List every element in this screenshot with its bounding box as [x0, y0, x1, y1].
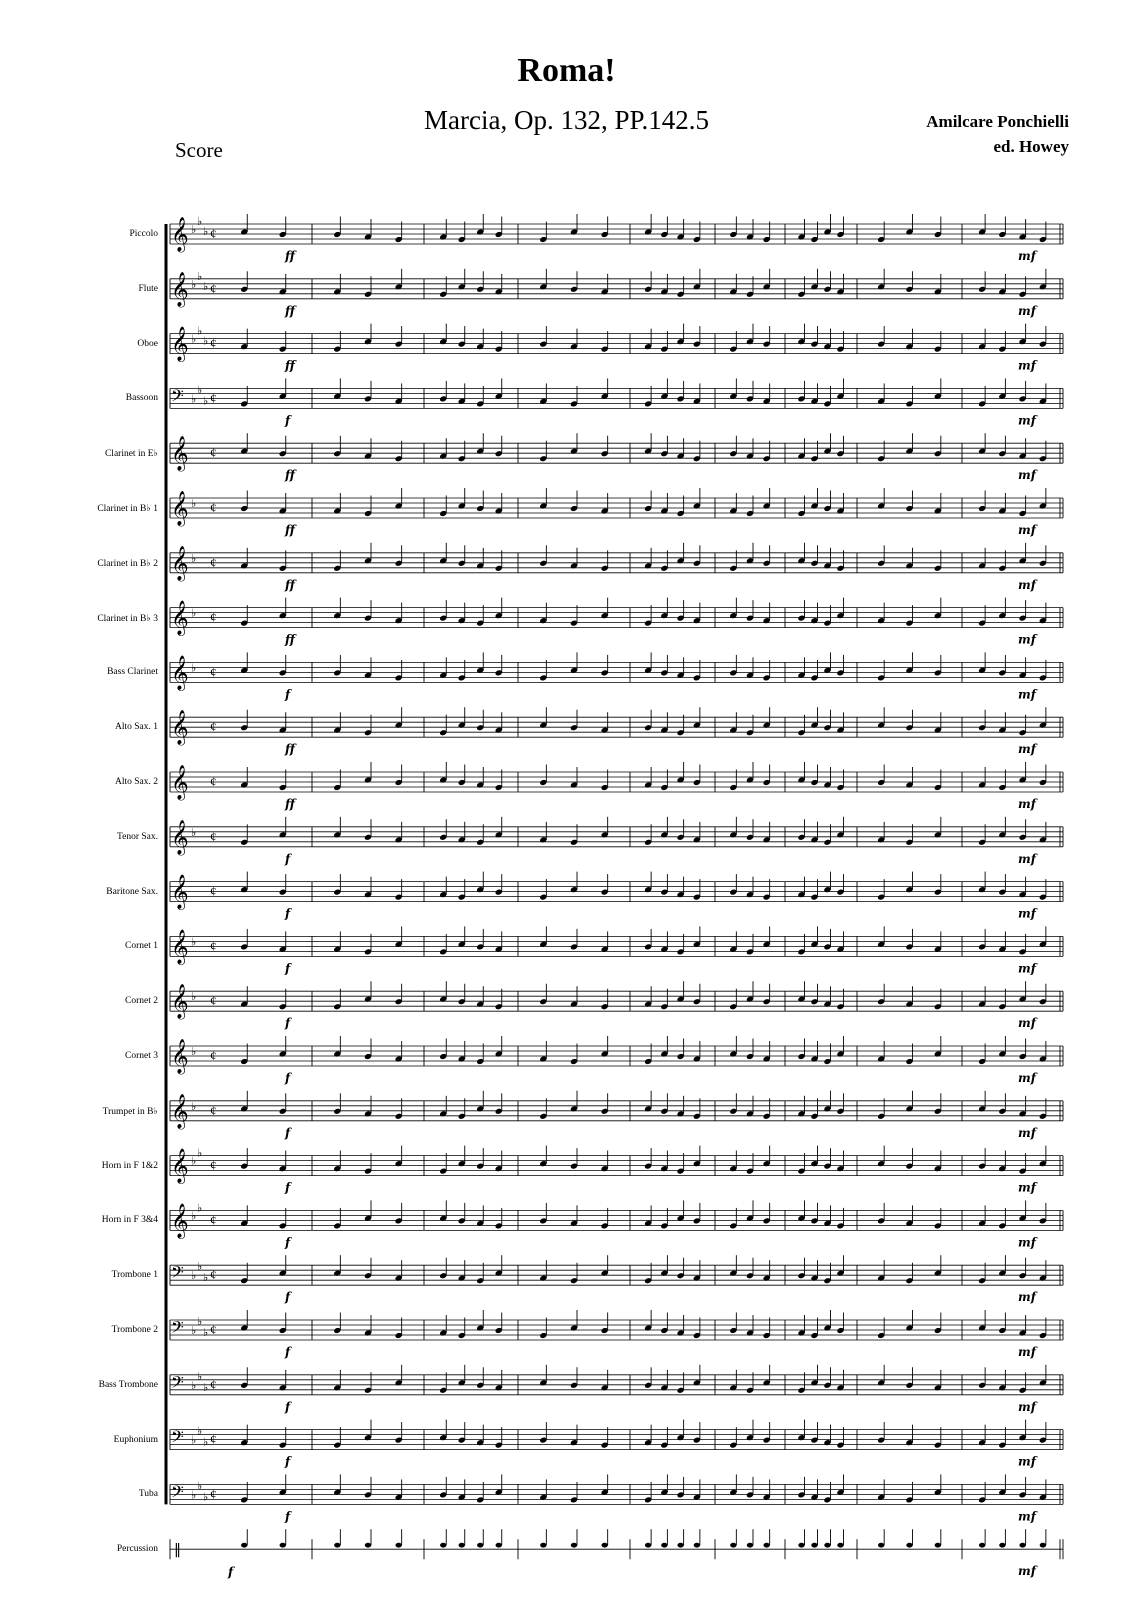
editor-name: ed. Howey — [993, 136, 1069, 156]
cut-time-icon: ¢ — [210, 500, 217, 515]
flat-icon: ♭ — [191, 1434, 197, 1447]
treble-clef-icon: 𝄞 — [171, 1039, 189, 1074]
dynamic-marking: mf — [1018, 797, 1036, 811]
composer-name: Amilcare Ponchielli — [926, 112, 1069, 131]
dynamic-marking: mf — [1018, 1509, 1036, 1524]
staff-9 — [170, 707, 1063, 756]
note-head — [1019, 1543, 1025, 1548]
treble-clef-icon: 𝄞 — [171, 600, 189, 636]
dynamic-marking: ff — [285, 577, 295, 592]
bass-clef-icon: 𝄢 — [171, 1481, 184, 1506]
dynamic-marking: ff — [285, 249, 295, 263]
dynamic-marking: mf — [1018, 851, 1036, 866]
note-head — [571, 1543, 577, 1548]
note-head — [601, 1543, 607, 1548]
dynamic-marking: mf — [1018, 468, 1036, 483]
staff-1 — [170, 269, 1063, 318]
flat-icon: ♭ — [191, 333, 197, 346]
flat-icon: ♭ — [191, 552, 197, 565]
cut-time-icon: ¢ — [210, 664, 217, 680]
staff-16 — [170, 1091, 1063, 1140]
instrument-label: Clarinet in E♭ — [104, 449, 158, 460]
staff-13 — [170, 926, 1063, 975]
cut-time-icon: ¢ — [210, 1431, 217, 1447]
note-head — [661, 1543, 667, 1548]
dynamic-marking: mf — [1018, 687, 1036, 702]
treble-clef-icon: 𝄞 — [171, 874, 189, 910]
instrument-label: Flute — [138, 283, 158, 294]
note-head — [1040, 1543, 1046, 1548]
dynamic-marking: ff — [285, 742, 295, 757]
dynamic-marking: ff — [285, 358, 295, 373]
note-head — [694, 1543, 700, 1548]
staff-0 — [170, 214, 1063, 263]
instrument-label: Tenor Sax. — [116, 831, 158, 842]
dynamic-marking: mf — [1018, 1180, 1036, 1195]
cut-time-icon: ¢ — [210, 609, 217, 625]
dynamic-marking: f — [285, 1290, 291, 1305]
note-head — [979, 1543, 985, 1548]
staff-8 — [170, 652, 1063, 701]
treble-clef-icon: 𝄞 — [171, 545, 189, 581]
dynamic-marking: f — [285, 1509, 291, 1524]
instrument-label: Baritone Sax. — [106, 886, 158, 897]
flat-icon: ♭ — [191, 991, 197, 1004]
note-head — [477, 1543, 483, 1548]
dynamic-marking: f — [285, 1071, 291, 1085]
instrument-label: Cornet 1 — [125, 941, 158, 952]
dynamic-marking: mf — [1018, 1016, 1036, 1031]
instrument-label: Trombone 1 — [111, 1270, 158, 1281]
flat-icon: ♭ — [203, 280, 209, 293]
flat-icon: ♭ — [191, 278, 197, 291]
note-head — [459, 1543, 465, 1548]
treble-clef-icon: 𝄞 — [171, 819, 189, 855]
cut-time-icon: ¢ — [210, 390, 217, 406]
staff-21 — [170, 1365, 1063, 1414]
instrument-label: Euphonium — [113, 1434, 158, 1445]
staff-24 — [170, 1529, 1063, 1579]
instrument-label: Trombone 2 — [111, 1325, 158, 1335]
note-head — [811, 1543, 817, 1548]
flat-icon: ♭ — [191, 224, 197, 236]
staff-18 — [170, 1200, 1063, 1249]
cut-time-icon: ¢ — [210, 226, 217, 241]
instrument-label: Clarinet in B♭ 3 — [97, 613, 158, 624]
staff-7 — [170, 598, 1063, 647]
bass-clef-icon: 𝄢 — [171, 385, 184, 410]
cut-time-icon: ¢ — [210, 1048, 217, 1063]
dynamic-marking: ff — [285, 632, 295, 647]
dynamic-marking: mf — [1018, 1235, 1036, 1250]
treble-clef-icon: 𝄞 — [171, 436, 189, 472]
note-head — [440, 1543, 446, 1548]
flat-icon: ♭ — [203, 395, 209, 408]
flat-icon: ♭ — [197, 1202, 203, 1215]
note-head — [365, 1543, 371, 1548]
staff-20 — [170, 1310, 1063, 1359]
staff-4 — [170, 433, 1063, 482]
flat-icon: ♭ — [191, 826, 197, 839]
flat-icon: ♭ — [203, 1327, 209, 1339]
cut-time-icon: ¢ — [210, 1102, 217, 1118]
percussion-clef-icon: ‖ — [174, 1542, 181, 1559]
instrument-label: Alto Sax. 2 — [114, 777, 158, 787]
note-head — [677, 1543, 683, 1548]
note-head — [241, 1543, 247, 1548]
note-head — [747, 1543, 753, 1548]
dynamic-marking: f — [285, 1399, 291, 1414]
flat-icon: ♭ — [197, 1316, 203, 1328]
treble-clef-icon: 𝄞 — [171, 217, 189, 252]
treble-clef-icon: 𝄞 — [171, 271, 189, 307]
dynamic-marking: mf — [1018, 303, 1036, 318]
flat-icon: ♭ — [197, 270, 203, 283]
dynamic-marking: mf — [1018, 742, 1036, 757]
staff-2 — [170, 324, 1063, 373]
instrument-label: Bass Clarinet — [107, 667, 158, 678]
cut-time-icon: ¢ — [210, 335, 217, 351]
flat-icon: ♭ — [197, 1147, 203, 1160]
cut-time-icon: ¢ — [210, 445, 217, 461]
flat-icon: ♭ — [203, 226, 209, 238]
treble-clef-icon: 𝄞 — [171, 710, 189, 746]
dynamic-marking: mf — [1018, 523, 1036, 537]
note-head — [999, 1543, 1005, 1548]
dynamic-marking: mf — [1018, 1454, 1036, 1469]
dynamic-marking: f — [285, 1125, 291, 1140]
dynamic-marking: mf — [1018, 1071, 1036, 1085]
instrument-label: Cornet 3 — [125, 1051, 158, 1061]
dynamic-marking: ff — [285, 303, 295, 318]
note-head — [334, 1543, 340, 1548]
staff-14 — [170, 981, 1063, 1030]
flat-icon: ♭ — [191, 1379, 197, 1392]
cut-time-icon: ¢ — [210, 1267, 217, 1283]
dynamic-marking: ff — [285, 797, 295, 811]
staff-12 — [170, 872, 1063, 921]
flat-icon: ♭ — [197, 216, 203, 228]
dynamic-marking: mf — [1018, 961, 1036, 976]
instrument-label: Tuba — [138, 1489, 158, 1500]
note-head — [540, 1543, 546, 1548]
cut-time-icon: ¢ — [210, 1376, 217, 1392]
dynamic-marking: f — [285, 961, 291, 976]
instrument-label: Horn in F 3&4 — [101, 1215, 158, 1226]
dynamic-marking: f — [285, 1016, 291, 1031]
dynamic-marking: f — [285, 1235, 291, 1250]
flat-icon: ♭ — [203, 1381, 209, 1394]
staff-3 — [170, 378, 1063, 427]
flat-icon: ♭ — [191, 498, 197, 510]
dynamic-marking: f — [228, 1565, 234, 1580]
flat-icon: ♭ — [191, 662, 197, 675]
flat-icon: ♭ — [197, 1261, 203, 1274]
note-head — [824, 1543, 830, 1548]
staff-11 — [170, 817, 1063, 866]
cut-time-icon: ¢ — [210, 993, 217, 1009]
cut-time-icon: ¢ — [210, 883, 217, 899]
dynamic-marking: mf — [1018, 1345, 1036, 1359]
staff-19 — [170, 1255, 1063, 1304]
note-head — [906, 1543, 912, 1548]
note-head — [878, 1543, 884, 1548]
treble-clef-icon: 𝄞 — [171, 1093, 189, 1129]
cut-time-icon: ¢ — [210, 719, 217, 735]
note-head — [763, 1543, 769, 1548]
note-head — [280, 1543, 286, 1548]
flat-icon: ♭ — [203, 335, 209, 348]
flat-icon: ♭ — [191, 1489, 197, 1502]
flat-icon: ♭ — [191, 1046, 197, 1058]
instrument-label: Clarinet in B♭ 2 — [97, 558, 158, 569]
bass-clef-icon: 𝄢 — [171, 1262, 184, 1287]
flat-icon: ♭ — [191, 1100, 197, 1113]
score-label: Score — [175, 138, 223, 162]
flat-icon: ♭ — [203, 1436, 209, 1449]
dynamic-marking: f — [285, 1345, 291, 1359]
flat-icon: ♭ — [197, 384, 203, 397]
dynamic-marking: f — [285, 851, 291, 866]
instrument-label: Horn in F 1&2 — [101, 1160, 158, 1171]
staff-6 — [170, 543, 1063, 592]
treble-clef-icon: 𝄞 — [171, 929, 189, 965]
note-head — [730, 1543, 736, 1548]
cut-time-icon: ¢ — [210, 280, 217, 296]
note-head — [837, 1543, 843, 1548]
note-head — [798, 1543, 804, 1548]
flat-icon: ♭ — [191, 1325, 197, 1337]
dynamic-marking: mf — [1018, 577, 1036, 592]
treble-clef-icon: 𝄞 — [171, 765, 189, 800]
cut-time-icon: ¢ — [210, 1486, 217, 1502]
staff-5 — [170, 488, 1063, 537]
dynamic-marking: ff — [285, 468, 295, 483]
cut-time-icon: ¢ — [210, 828, 217, 844]
flat-icon: ♭ — [191, 1270, 197, 1283]
dynamic-marking: mf — [1018, 1564, 1036, 1579]
flat-icon: ♭ — [203, 1491, 209, 1504]
flat-icon: ♭ — [197, 1370, 203, 1383]
instrument-label: Percussion — [116, 1544, 158, 1555]
instrument-label: Cornet 2 — [125, 996, 158, 1007]
score-subtitle: Marcia, Op. 132, PP.142.5 — [424, 105, 709, 135]
flat-icon: ♭ — [197, 325, 203, 338]
cut-time-icon: ¢ — [210, 1212, 217, 1228]
dynamic-marking: f — [285, 1454, 291, 1469]
treble-clef-icon: 𝄞 — [171, 326, 189, 362]
dynamic-marking: f — [285, 906, 291, 921]
staff-15 — [170, 1036, 1063, 1085]
staff-22 — [170, 1420, 1063, 1469]
dynamic-marking: mf — [1018, 249, 1036, 263]
flat-icon: ♭ — [191, 1210, 197, 1223]
treble-clef-icon: 𝄞 — [171, 1148, 189, 1184]
dynamic-marking: mf — [1018, 1125, 1036, 1140]
dynamic-marking: mf — [1018, 358, 1036, 373]
note-head — [935, 1543, 941, 1548]
flat-icon: ♭ — [203, 1272, 209, 1285]
note-head — [496, 1543, 502, 1548]
cut-time-icon: ¢ — [210, 1157, 217, 1173]
cut-time-icon: ¢ — [210, 554, 217, 570]
dynamic-marking: mf — [1018, 1290, 1036, 1305]
flat-icon: ♭ — [197, 1425, 203, 1438]
bass-clef-icon: 𝄢 — [171, 1371, 184, 1396]
flat-icon: ♭ — [191, 936, 197, 949]
score-title: Roma! — [517, 52, 616, 89]
treble-clef-icon: 𝄞 — [171, 1203, 189, 1239]
flat-icon: ♭ — [197, 1480, 203, 1493]
instrument-label: Oboe — [137, 338, 158, 349]
instrument-label: Clarinet in B♭ 1 — [97, 504, 158, 514]
instrument-label: Alto Sax. 1 — [114, 722, 158, 733]
dynamic-marking: mf — [1018, 632, 1036, 647]
flat-icon: ♭ — [191, 1155, 197, 1168]
staff-23 — [170, 1474, 1063, 1523]
cut-time-icon: ¢ — [210, 1322, 217, 1337]
staff-17 — [170, 1146, 1063, 1195]
dynamic-marking: mf — [1018, 1399, 1036, 1414]
dynamic-marking: mf — [1018, 906, 1036, 921]
treble-clef-icon: 𝄞 — [171, 655, 189, 691]
instrument-label: Bassoon — [125, 393, 158, 404]
flat-icon: ♭ — [191, 607, 197, 620]
treble-clef-icon: 𝄞 — [171, 491, 189, 526]
bass-clef-icon: 𝄢 — [171, 1317, 184, 1341]
dynamic-marking: f — [285, 687, 291, 702]
bass-clef-icon: 𝄢 — [171, 1426, 184, 1451]
dynamic-marking: f — [285, 413, 291, 428]
staff-10 — [170, 762, 1063, 811]
dynamic-marking: mf — [1018, 413, 1036, 428]
cut-time-icon: ¢ — [210, 774, 217, 789]
instrument-label: Trumpet in B♭ — [102, 1106, 158, 1117]
note-head — [395, 1543, 401, 1548]
instrument-label: Piccolo — [129, 229, 158, 239]
cut-time-icon: ¢ — [210, 938, 217, 954]
treble-clef-icon: 𝄞 — [171, 984, 189, 1020]
instrument-label: Bass Trombone — [98, 1379, 158, 1390]
note-head — [645, 1543, 651, 1548]
dynamic-marking: ff — [285, 523, 295, 537]
dynamic-marking: f — [285, 1180, 291, 1195]
flat-icon: ♭ — [191, 393, 197, 406]
